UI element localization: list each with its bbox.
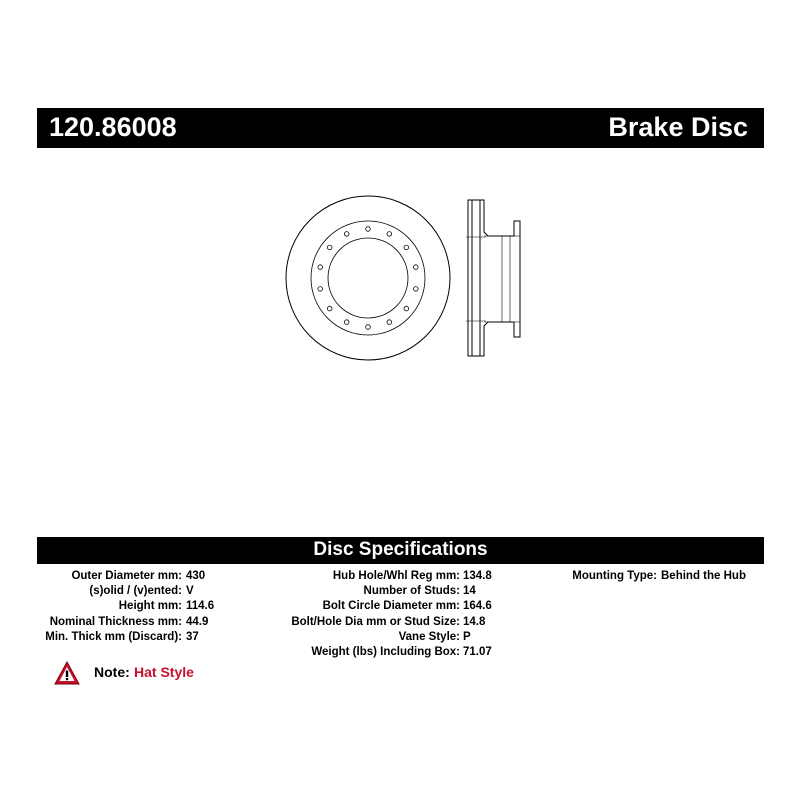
spec-value: 44.9 — [186, 615, 209, 628]
spec-label: Hub Hole/Whl Reg mm: — [332, 570, 460, 582]
bolt-hole — [387, 232, 392, 237]
product-type: Brake Disc — [608, 112, 748, 142]
bolt-hole — [344, 320, 349, 325]
spec-value: Behind the Hub — [661, 570, 746, 582]
spec-label: Outer Diameter mm: — [71, 570, 182, 582]
bolt-hole — [404, 245, 409, 250]
title-bar — [37, 108, 764, 148]
spec-row — [0, 630, 800, 645]
bolt-hole — [414, 265, 419, 270]
warning-icon — [54, 661, 80, 685]
bolt-hole — [327, 306, 332, 311]
spec-value: 37 — [186, 630, 199, 643]
spec-label: Bolt/Hole Dia mm or Stud Size: — [291, 615, 460, 628]
spec-label: Weight (lbs) Including Box: — [311, 645, 460, 658]
bolt-holes — [318, 227, 418, 330]
spec-label: Vane Style: — [398, 630, 460, 643]
note-value: Hat Style — [134, 664, 194, 680]
bolt-hole — [344, 232, 349, 237]
bolt-hole — [327, 245, 332, 250]
spec-value: 114.6 — [186, 600, 215, 613]
spec-value: 430 — [186, 570, 206, 582]
spec-value: 164.6 — [463, 600, 492, 613]
part-number: 120.86008 — [49, 112, 177, 142]
bolt-hole — [414, 287, 419, 292]
spec-value: 14.8 — [463, 615, 486, 628]
spec-row — [0, 569, 800, 584]
spec-value: V — [186, 585, 194, 598]
bolt-hole — [366, 227, 371, 232]
brake-disc-drawing — [280, 190, 540, 370]
spec-value: 14 — [463, 585, 476, 598]
bolt-hole — [318, 287, 323, 292]
spec-label: Number of Studs: — [363, 585, 460, 598]
spec-label: Bolt Circle Diameter mm: — [322, 600, 460, 613]
spec-row — [0, 599, 800, 614]
bolt-hole — [366, 325, 371, 330]
bolt-hole — [387, 320, 392, 325]
spec-value: 71.07 — [463, 645, 492, 658]
spec-label: Min. Thick mm (Discard): — [45, 630, 182, 643]
disc-front-view — [286, 196, 450, 360]
note-label: Note: — [94, 664, 130, 680]
spec-row — [0, 645, 800, 660]
spec-label: Mounting Type: — [572, 570, 657, 582]
spec-column-3 — [0, 569, 800, 584]
spec-label: Nominal Thickness mm: — [49, 615, 182, 628]
disc-side-view — [466, 200, 520, 356]
spec-value: 134.8 — [463, 570, 492, 582]
bolt-hole — [318, 265, 323, 270]
specs-heading-bar — [37, 537, 764, 564]
specs-heading: Disc Specifications — [313, 539, 488, 560]
spec-row — [0, 584, 800, 599]
spec-label: (s)olid / (v)ented: — [89, 585, 182, 598]
spec-label: Height mm: — [118, 600, 182, 613]
spec-value: P — [463, 630, 471, 643]
bolt-hole — [404, 306, 409, 311]
spec-row — [0, 615, 800, 630]
